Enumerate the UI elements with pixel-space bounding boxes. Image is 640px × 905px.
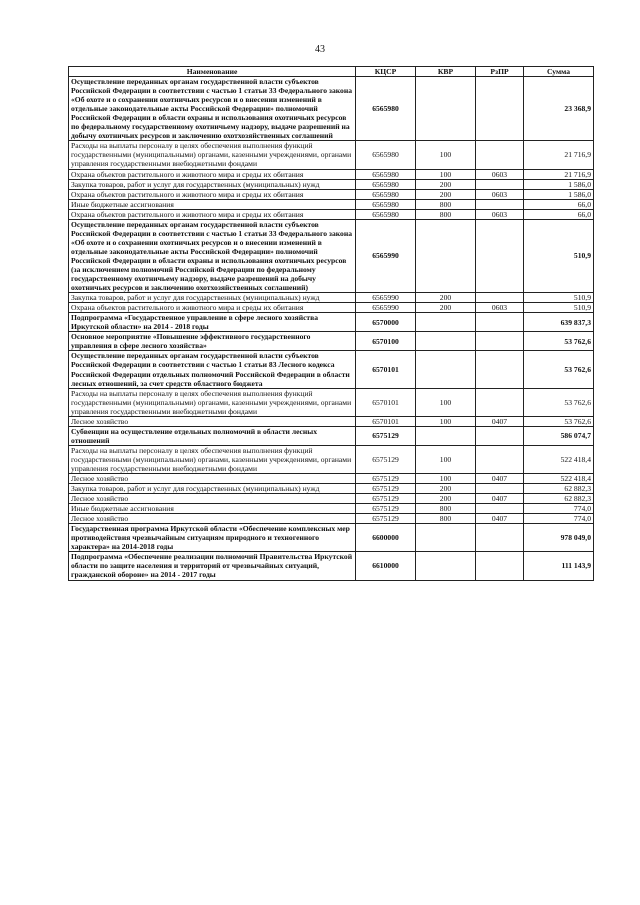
cell-rzpr bbox=[476, 199, 524, 209]
cell-kvr bbox=[416, 426, 476, 445]
cell-kcsr: 6600000 bbox=[356, 524, 416, 552]
cell-kvr: 100 bbox=[416, 416, 476, 426]
table-row bbox=[69, 77, 594, 141]
table-row bbox=[69, 199, 594, 209]
cell-sum: 586 074,7 bbox=[524, 426, 594, 445]
cell-name: Подпрограмма «Государственное управление в сфере лесного хозяйства Иркутской области» на 2014 - 2018 годы bbox=[69, 313, 356, 332]
cell-kvr: 200 bbox=[416, 293, 476, 303]
cell-rzpr: 0407 bbox=[476, 514, 524, 524]
cell-name: Расходы на выплаты персоналу в целях обеспечения выполнения функций государственными (муниципальными) органами, казенными учреждениями, органами управления государственными внебюджетными фондами bbox=[69, 141, 356, 169]
table-row bbox=[69, 474, 594, 484]
cell-sum: 62 882,3 bbox=[524, 494, 594, 504]
cell-sum: 66,0 bbox=[524, 209, 594, 219]
cell-name: Лесное хозяйство bbox=[69, 416, 356, 426]
table-row bbox=[69, 494, 594, 504]
cell-kcsr: 6570100 bbox=[356, 332, 416, 351]
cell-name: Осуществление переданных органам государственной власти субъектов Российской Федерации в соответствии с частью 1 статьи 83 Лесного кодекса Российской Федерации отдельных полномочий Российской Федерации в области лесных отношений, за счет средств областного бюджета bbox=[69, 351, 356, 388]
cell-sum: 53 762,6 bbox=[524, 351, 594, 388]
cell-rzpr bbox=[476, 445, 524, 473]
header-rzpr: РзПР bbox=[476, 67, 524, 77]
cell-name: Иные бюджетные ассигнования bbox=[69, 504, 356, 514]
table-row bbox=[69, 504, 594, 514]
cell-rzpr bbox=[476, 293, 524, 303]
cell-kvr bbox=[416, 313, 476, 332]
cell-kvr: 100 bbox=[416, 445, 476, 473]
cell-sum: 53 762,6 bbox=[524, 388, 594, 416]
cell-sum: 53 762,6 bbox=[524, 416, 594, 426]
cell-name: Подпрограмма «Обеспечение реализации полномочий Правительства Иркутской области по защите населения и территорий от чрезвычайных ситуаций, гражданской обороне» на 2014 - 2017 годы bbox=[69, 552, 356, 580]
cell-kcsr: 6565980 bbox=[356, 141, 416, 169]
cell-sum: 111 143,9 bbox=[524, 552, 594, 580]
cell-kcsr: 6565980 bbox=[356, 169, 416, 179]
cell-kvr: 800 bbox=[416, 199, 476, 209]
cell-kvr: 100 bbox=[416, 169, 476, 179]
cell-name: Осуществление переданных органам государственной власти субъектов Российской Федерации в соответствии с частью 1 статьи 33 Федерального закона «Об охоте и о сохранении охотничьих ресурсов и о внесении изменений в отдельные законодательные акты Российской Федерации» полномочий Российской Федерации в области охраны и использования охотничьих ресурсов (за исключением полномочий Российской Федерации по федеральному государственному охотничьему надзору, выдаче разрешений на добычу охотничьих ресурсов и заключению охотхозяйственных соглашений) bbox=[69, 219, 356, 292]
cell-kcsr: 6575129 bbox=[356, 494, 416, 504]
table-row bbox=[69, 552, 594, 580]
header-kcsr: КЦСР bbox=[356, 67, 416, 77]
cell-sum: 510,9 bbox=[524, 219, 594, 292]
cell-rzpr bbox=[476, 552, 524, 580]
cell-kvr bbox=[416, 351, 476, 388]
cell-name: Лесное хозяйство bbox=[69, 514, 356, 524]
table-row bbox=[69, 189, 594, 199]
cell-kcsr: 6570101 bbox=[356, 388, 416, 416]
page-number: 43 bbox=[315, 44, 325, 55]
cell-sum: 21 716,9 bbox=[524, 169, 594, 179]
cell-name: Охрана объектов растительного и животного мира и среды их обитания bbox=[69, 189, 356, 199]
cell-name: Расходы на выплаты персоналу в целях обеспечения выполнения функций государственными (муниципальными) органами, казенными учреждениями, органами управления государственными внебюджетными фондами bbox=[69, 445, 356, 473]
cell-name: Государственная программа Иркутской области «Обеспечение комплексных мер противодействия чрезвычайным ситуациям природного и техногенного характера» на 2014-2018 годы bbox=[69, 524, 356, 552]
cell-rzpr bbox=[476, 332, 524, 351]
cell-kcsr: 6575129 bbox=[356, 445, 416, 473]
cell-kvr: 100 bbox=[416, 474, 476, 484]
cell-rzpr: 0603 bbox=[476, 209, 524, 219]
header-name: Наименование bbox=[69, 67, 356, 77]
cell-kcsr: 6565990 bbox=[356, 303, 416, 313]
table-row bbox=[69, 303, 594, 313]
cell-kcsr: 6565990 bbox=[356, 293, 416, 303]
cell-sum: 522 418,4 bbox=[524, 474, 594, 484]
cell-name: Охрана объектов растительного и животного мира и среды их обитания bbox=[69, 209, 356, 219]
cell-kvr: 200 bbox=[416, 189, 476, 199]
table-row bbox=[69, 484, 594, 494]
cell-kcsr: 6575129 bbox=[356, 514, 416, 524]
cell-kvr: 800 bbox=[416, 209, 476, 219]
cell-kcsr: 6610000 bbox=[356, 552, 416, 580]
cell-sum: 62 882,3 bbox=[524, 484, 594, 494]
table-row bbox=[69, 426, 594, 445]
cell-rzpr bbox=[476, 524, 524, 552]
table-row bbox=[69, 524, 594, 552]
cell-kcsr: 6565980 bbox=[356, 199, 416, 209]
cell-name: Охрана объектов растительного и животного мира и среды их обитания bbox=[69, 169, 356, 179]
cell-rzpr bbox=[476, 426, 524, 445]
cell-rzpr: 0407 bbox=[476, 416, 524, 426]
table-row bbox=[69, 179, 594, 189]
table-row bbox=[69, 351, 594, 388]
cell-rzpr: 0407 bbox=[476, 474, 524, 484]
cell-sum: 510,9 bbox=[524, 293, 594, 303]
cell-sum: 522 418,4 bbox=[524, 445, 594, 473]
cell-rzpr bbox=[476, 388, 524, 416]
budget-table bbox=[68, 66, 594, 581]
cell-rzpr bbox=[476, 313, 524, 332]
cell-rzpr: 0603 bbox=[476, 189, 524, 199]
cell-sum: 53 762,6 bbox=[524, 332, 594, 351]
cell-kvr bbox=[416, 552, 476, 580]
cell-name: Осуществление переданных органам государственной власти субъектов Российской Федерации в соответствии с частью 1 статьи 33 Федерального закона «Об охоте и о сохранении охотничьих ресурсов и о внесении изменений в отдельные законодательные акты Российской Федерации» полномочий Российской Федерации в области охраны и использования охотничьих ресурсов по федеральному государственному охотничьему надзору, выдаче разрешений на добычу охотничьих ресурсов и заключению охотхозяйственных соглашений bbox=[69, 77, 356, 141]
cell-rzpr bbox=[476, 504, 524, 514]
cell-rzpr: 0407 bbox=[476, 494, 524, 504]
table-row bbox=[69, 219, 594, 292]
cell-kcsr: 6565990 bbox=[356, 219, 416, 292]
cell-name: Субвенции на осуществление отдельных полномочий в области лесных отношений bbox=[69, 426, 356, 445]
cell-kcsr: 6575129 bbox=[356, 474, 416, 484]
table-row bbox=[69, 332, 594, 351]
cell-kvr: 200 bbox=[416, 179, 476, 189]
cell-kcsr: 6565980 bbox=[356, 77, 416, 141]
cell-kvr bbox=[416, 77, 476, 141]
table-header-row bbox=[69, 67, 594, 77]
table-row bbox=[69, 388, 594, 416]
cell-rzpr: 0603 bbox=[476, 303, 524, 313]
cell-kvr bbox=[416, 219, 476, 292]
cell-kcsr: 6565980 bbox=[356, 179, 416, 189]
cell-kvr: 200 bbox=[416, 494, 476, 504]
cell-kcsr: 6575129 bbox=[356, 426, 416, 445]
cell-sum: 510,9 bbox=[524, 303, 594, 313]
cell-kcsr: 6565980 bbox=[356, 189, 416, 199]
cell-kcsr: 6570101 bbox=[356, 351, 416, 388]
cell-name: Расходы на выплаты персоналу в целях обеспечения выполнения функций государственными (муниципальными) органами, казенными учреждениями, органами управления государственными внебюджетными фондами bbox=[69, 388, 356, 416]
cell-kvr: 100 bbox=[416, 388, 476, 416]
cell-sum: 1 586,0 bbox=[524, 189, 594, 199]
cell-name: Закупка товаров, работ и услуг для государственных (муниципальных) нужд bbox=[69, 484, 356, 494]
cell-rzpr bbox=[476, 77, 524, 141]
cell-sum: 774,0 bbox=[524, 504, 594, 514]
cell-name: Закупка товаров, работ и услуг для государственных (муниципальных) нужд bbox=[69, 179, 356, 189]
cell-kvr: 100 bbox=[416, 141, 476, 169]
table-row bbox=[69, 169, 594, 179]
cell-kvr: 800 bbox=[416, 504, 476, 514]
table-row bbox=[69, 293, 594, 303]
cell-sum: 774,0 bbox=[524, 514, 594, 524]
cell-kcsr: 6575129 bbox=[356, 484, 416, 494]
cell-rzpr bbox=[476, 351, 524, 388]
cell-kcsr: 6570000 bbox=[356, 313, 416, 332]
cell-sum: 1 586,0 bbox=[524, 179, 594, 189]
cell-kcsr: 6575129 bbox=[356, 504, 416, 514]
cell-name: Закупка товаров, работ и услуг для государственных (муниципальных) нужд bbox=[69, 293, 356, 303]
cell-kvr bbox=[416, 332, 476, 351]
cell-rzpr bbox=[476, 141, 524, 169]
table-body bbox=[69, 77, 594, 580]
cell-kcsr: 6565980 bbox=[356, 209, 416, 219]
cell-name: Лесное хозяйство bbox=[69, 494, 356, 504]
cell-sum: 66,0 bbox=[524, 199, 594, 209]
cell-sum: 21 716,9 bbox=[524, 141, 594, 169]
table-row bbox=[69, 416, 594, 426]
cell-rzpr bbox=[476, 219, 524, 292]
cell-sum: 639 837,3 bbox=[524, 313, 594, 332]
table-row bbox=[69, 313, 594, 332]
cell-name: Иные бюджетные ассигнования bbox=[69, 199, 356, 209]
header-kvr: КВР bbox=[416, 67, 476, 77]
table-row bbox=[69, 209, 594, 219]
cell-kcsr: 6570101 bbox=[356, 416, 416, 426]
cell-kvr: 200 bbox=[416, 484, 476, 494]
cell-name: Лесное хозяйство bbox=[69, 474, 356, 484]
cell-kvr: 800 bbox=[416, 514, 476, 524]
cell-kvr bbox=[416, 524, 476, 552]
cell-rzpr bbox=[476, 484, 524, 494]
cell-name: Охрана объектов растительного и животного мира и среды их обитания bbox=[69, 303, 356, 313]
header-sum: Сумма bbox=[524, 67, 594, 77]
cell-rzpr: 0603 bbox=[476, 169, 524, 179]
cell-sum: 978 049,0 bbox=[524, 524, 594, 552]
table-row bbox=[69, 514, 594, 524]
table-row bbox=[69, 445, 594, 473]
cell-sum: 23 368,9 bbox=[524, 77, 594, 141]
cell-name: Основное мероприятие «Повышение эффективного государственного управления в сфере лесного хозяйства» bbox=[69, 332, 356, 351]
table-row bbox=[69, 141, 594, 169]
cell-rzpr bbox=[476, 179, 524, 189]
cell-kvr: 200 bbox=[416, 303, 476, 313]
